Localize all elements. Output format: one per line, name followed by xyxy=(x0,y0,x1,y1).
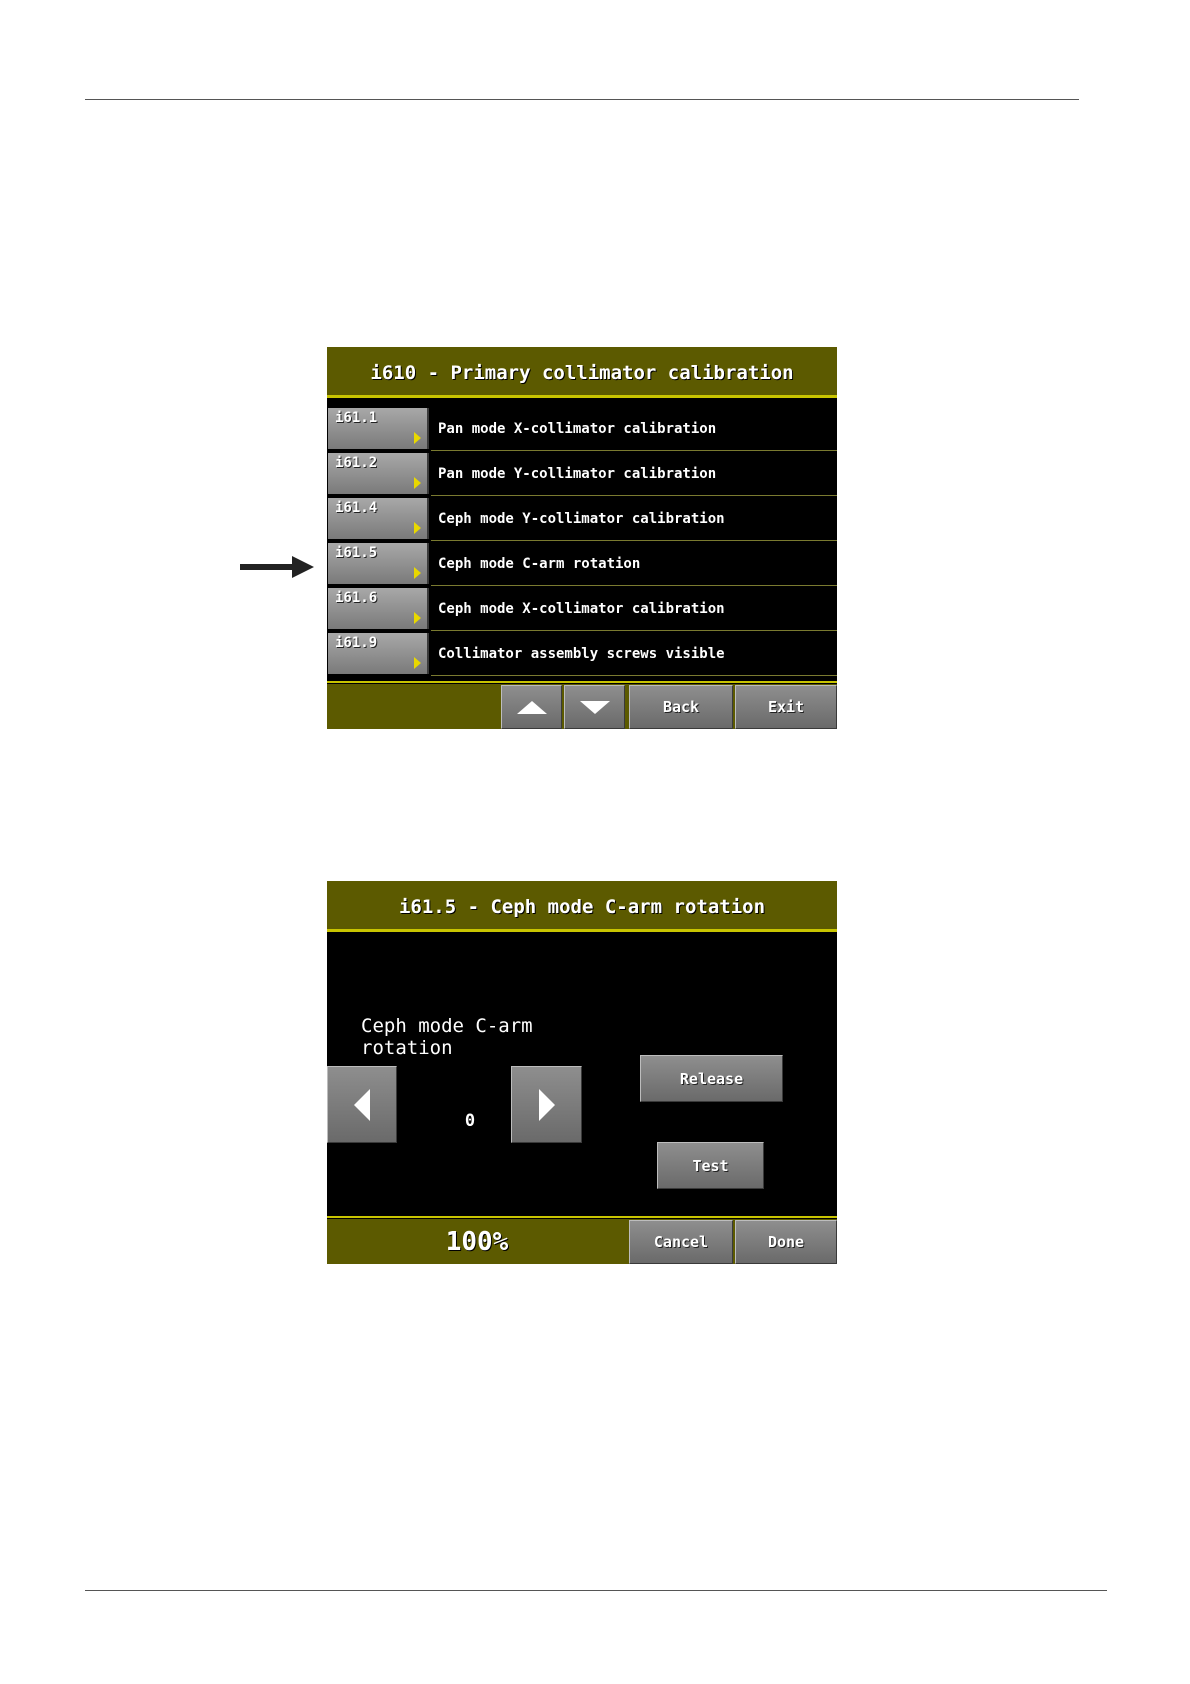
menu-item-code: i61.5 xyxy=(335,545,378,561)
row-divider xyxy=(431,450,837,451)
select-arrow-icon xyxy=(414,612,421,624)
menu-item-code: i61.6 xyxy=(335,590,378,606)
progress-indicator: 100% xyxy=(445,1226,509,1257)
parameter-label: Ceph mode C-arm rotation xyxy=(361,1015,533,1059)
select-arrow-icon xyxy=(414,522,421,534)
pointer-arrow-icon xyxy=(240,556,314,578)
row-divider xyxy=(431,495,837,496)
menu-item-code-button[interactable] xyxy=(328,498,429,539)
menu-item[interactable] xyxy=(327,632,837,676)
menu-footer xyxy=(327,684,837,729)
menu-item-label[interactable]: Collimator assembly screws visible xyxy=(438,646,725,662)
test-button[interactable]: Test xyxy=(657,1142,764,1189)
menu-item[interactable] xyxy=(327,452,837,496)
menu-item-label[interactable]: Ceph mode X-collimator calibration xyxy=(438,601,725,617)
menu-item-code: i61.1 xyxy=(335,410,378,426)
row-divider xyxy=(431,585,837,586)
arrow-down-icon xyxy=(580,701,610,714)
menu-item-code: i61.9 xyxy=(335,635,378,651)
menu-title: i610 - Primary collimator calibration xyxy=(327,347,837,398)
menu-item[interactable] xyxy=(327,407,837,451)
increase-button[interactable] xyxy=(511,1066,582,1143)
row-divider xyxy=(431,630,837,631)
arrow-left-icon xyxy=(354,1089,370,1121)
arrow-right-icon xyxy=(539,1089,555,1121)
calibration-menu-screen xyxy=(327,347,837,729)
menu-item-code-button[interactable] xyxy=(328,588,429,629)
screen-title: i61.5 - Ceph mode C-arm rotation xyxy=(327,881,837,932)
menu-item[interactable] xyxy=(327,587,837,631)
menu-item-code: i61.4 xyxy=(335,500,378,516)
menu-item-label[interactable]: Pan mode X-collimator calibration xyxy=(438,421,717,437)
select-arrow-icon xyxy=(414,567,421,579)
menu-item[interactable] xyxy=(327,542,837,586)
menu-item-code: i61.2 xyxy=(335,455,378,471)
menu-item-code-button[interactable] xyxy=(328,453,429,494)
page-top-rule xyxy=(85,99,1079,100)
scroll-up-button[interactable] xyxy=(501,685,562,729)
c-arm-rotation-screen xyxy=(327,881,837,1264)
menu-item-code-button[interactable] xyxy=(328,543,429,584)
back-button[interactable]: Back xyxy=(629,685,733,729)
decrease-button[interactable] xyxy=(327,1066,397,1143)
row-divider xyxy=(431,675,837,676)
exit-button[interactable]: Exit xyxy=(735,685,837,729)
menu-item-code-button[interactable] xyxy=(328,633,429,674)
row-divider xyxy=(431,540,837,541)
screen-footer xyxy=(327,1219,837,1264)
menu-item-label[interactable]: Ceph mode Y-collimator calibration xyxy=(438,511,725,527)
done-button[interactable]: Done xyxy=(735,1220,837,1264)
parameter-value: 0 xyxy=(464,1111,476,1131)
cancel-button[interactable]: Cancel xyxy=(629,1220,733,1264)
select-arrow-icon xyxy=(414,657,421,669)
menu-item-code-button[interactable] xyxy=(328,408,429,449)
menu-item-label[interactable]: Ceph mode C-arm rotation xyxy=(438,556,641,572)
select-arrow-icon xyxy=(414,477,421,489)
arrow-up-icon xyxy=(517,701,547,714)
menu-item[interactable] xyxy=(327,497,837,541)
menu-item-label[interactable]: Pan mode Y-collimator calibration xyxy=(438,466,717,482)
select-arrow-icon xyxy=(414,432,421,444)
scroll-down-button[interactable] xyxy=(564,685,625,729)
page-bottom-rule xyxy=(85,1590,1107,1591)
release-button[interactable]: Release xyxy=(640,1055,783,1102)
